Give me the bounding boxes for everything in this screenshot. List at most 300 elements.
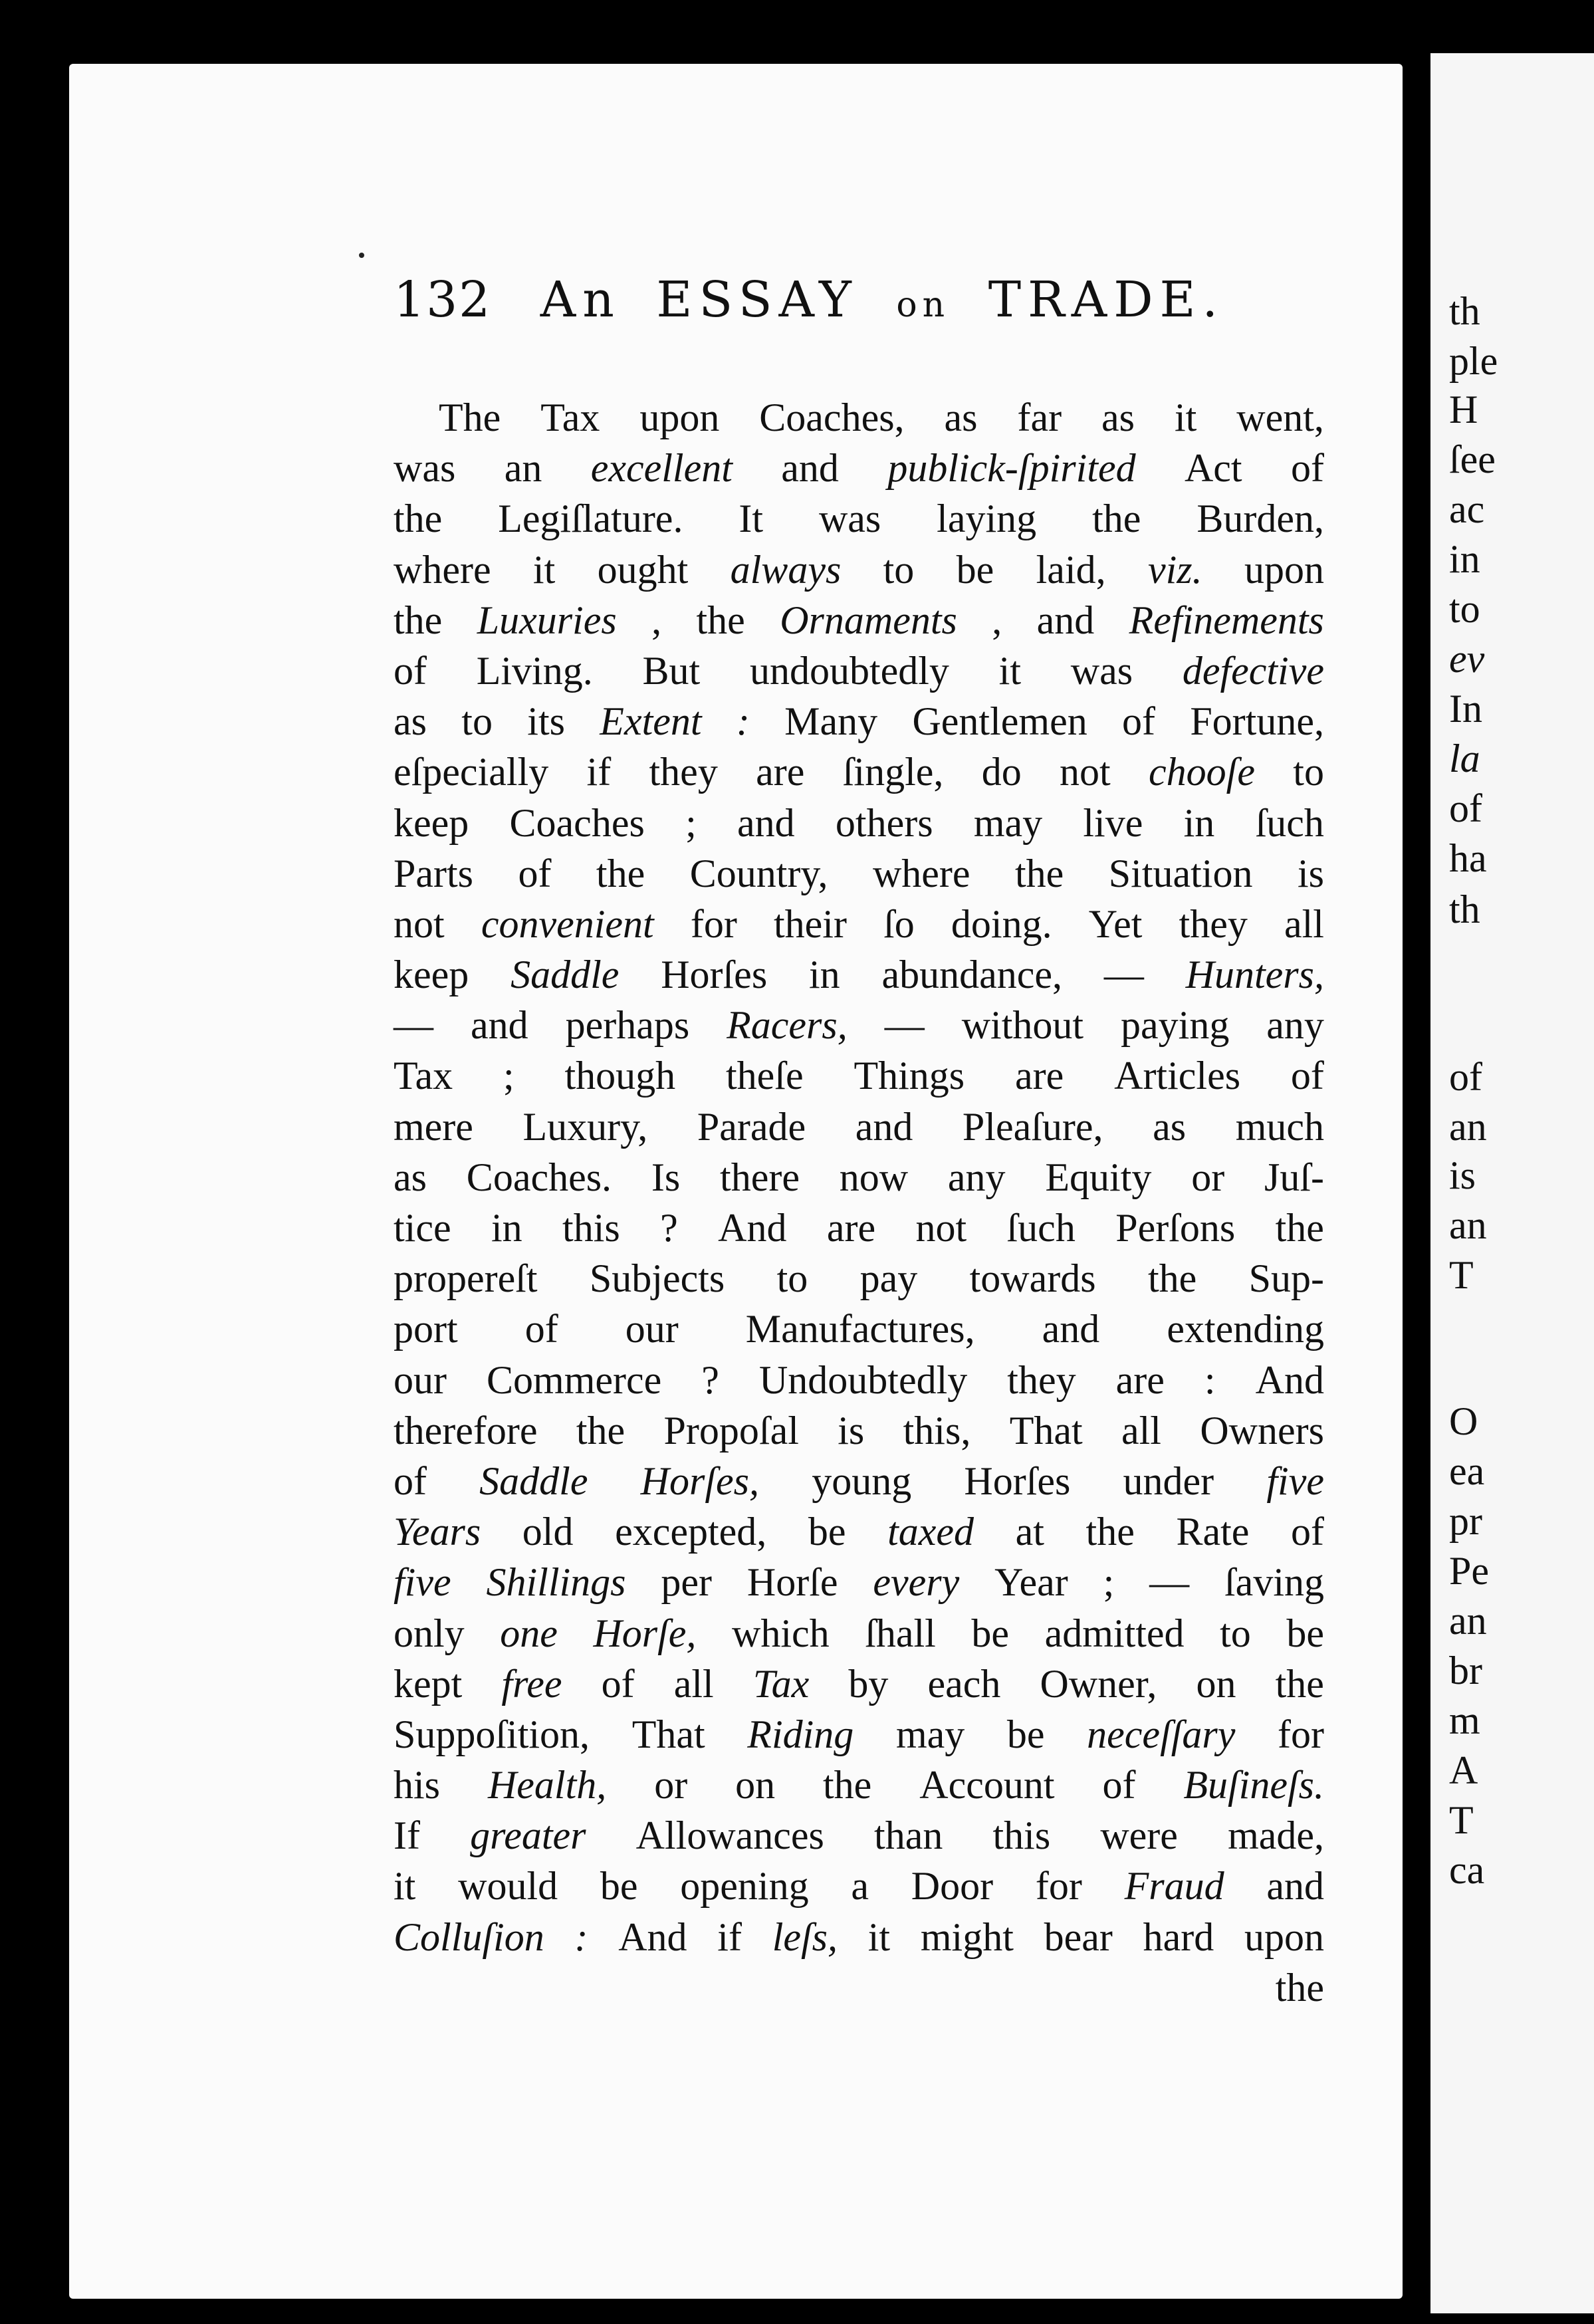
word: young: [812, 1458, 912, 1503]
word: Saddle: [479, 1458, 588, 1503]
header-word-an: An: [540, 271, 621, 328]
word: Hunters,: [1185, 953, 1324, 997]
word: be: [1286, 1611, 1324, 1655]
word: the: [1275, 1206, 1324, 1250]
word: laying: [937, 497, 1037, 541]
word: and: [781, 446, 839, 491]
word: Fraud: [1124, 1864, 1224, 1909]
word: neceſſary: [1087, 1712, 1236, 1756]
text-line: [394, 747, 1324, 797]
word: though: [564, 1054, 676, 1098]
word: Luxuries: [477, 598, 617, 642]
word: Sup-: [1248, 1256, 1324, 1301]
word: And: [618, 1915, 687, 1959]
word: and: [470, 1003, 528, 1048]
word: ſuch: [1006, 1206, 1076, 1250]
word: Years: [394, 1510, 481, 1554]
right-page-fragment: ca: [1449, 1848, 1485, 1892]
word: if: [717, 1915, 742, 1959]
word: And: [1255, 1357, 1324, 1402]
word: as: [1153, 1104, 1187, 1149]
word: the: [576, 1408, 626, 1452]
right-page-fragment: A: [1449, 1748, 1478, 1792]
right-page-fragment: O: [1449, 1399, 1478, 1443]
text-line: [394, 1253, 1324, 1304]
word: were: [1100, 1813, 1178, 1858]
word: Situation: [1108, 851, 1253, 895]
word: ,: [992, 598, 1002, 642]
text-line: [394, 1102, 1324, 1152]
word: which: [731, 1611, 830, 1655]
body-text: [394, 392, 1324, 2013]
word: convenient: [481, 901, 654, 946]
word: now: [839, 1155, 909, 1199]
right-page-fragment: ev: [1449, 637, 1485, 681]
word: kept: [394, 1661, 463, 1706]
word: it: [1174, 396, 1197, 439]
word: ?: [660, 1206, 678, 1250]
word: laid,: [1036, 547, 1106, 592]
word: perhaps: [565, 1003, 690, 1048]
word: their: [773, 901, 847, 946]
word: viz.: [1147, 547, 1202, 592]
word: Juſ-: [1264, 1155, 1324, 1199]
word: Horſes: [964, 1458, 1071, 1503]
right-page-fragment: to: [1449, 587, 1480, 631]
word: —: [1103, 953, 1144, 997]
word: may: [895, 1712, 965, 1756]
word: are: [826, 1206, 876, 1250]
word: live: [1083, 800, 1143, 845]
word: Coaches.: [466, 1155, 612, 1199]
word: Is: [651, 1155, 681, 1199]
word: Rate: [1176, 1510, 1250, 1554]
word: as: [944, 396, 978, 439]
word: mere: [394, 1104, 473, 1149]
word: But: [642, 648, 701, 693]
right-page-fragment: in: [1449, 537, 1480, 581]
text-line: [394, 1304, 1324, 1354]
word: Perſons: [1115, 1206, 1236, 1250]
word: Parts: [394, 851, 473, 895]
word: for: [1278, 1712, 1324, 1756]
word: ſingle,: [842, 750, 944, 794]
word: may: [973, 800, 1043, 845]
word: ſuch: [1255, 800, 1324, 845]
word: extending: [1167, 1307, 1324, 1351]
word: old: [522, 1510, 574, 1554]
text-line: [394, 1912, 1324, 1962]
word: five: [394, 1560, 451, 1605]
text-line: [394, 493, 1324, 544]
text-line: [394, 899, 1324, 949]
word: be: [808, 1510, 846, 1554]
text-line: [394, 1355, 1324, 1405]
word: —: [394, 1003, 433, 1048]
word: it: [394, 1864, 416, 1909]
word: bear: [1044, 1915, 1113, 1959]
word: Riding: [747, 1712, 854, 1756]
word: our: [394, 1357, 447, 1402]
word: it: [998, 648, 1022, 693]
word: publick-ſpirited: [887, 446, 1136, 491]
word: upon: [1244, 547, 1324, 592]
word: —: [884, 1003, 925, 1048]
word: not: [915, 1206, 967, 1250]
word: eſpecially: [394, 750, 549, 794]
word: at: [1015, 1510, 1044, 1554]
right-page-fragment: an: [1449, 1105, 1487, 1149]
text-line: [394, 1608, 1324, 1659]
word: they: [1179, 901, 1248, 946]
word: free: [501, 1661, 562, 1706]
word: Many: [784, 699, 878, 744]
word: by: [848, 1661, 889, 1706]
word: any: [1266, 1003, 1324, 1048]
word: :: [574, 1915, 588, 1959]
word: on: [1196, 1661, 1236, 1706]
word: Luxury,: [522, 1104, 648, 1149]
word: it: [867, 1915, 891, 1959]
word: one: [500, 1611, 558, 1655]
word: in: [491, 1206, 522, 1250]
word: Saddle: [511, 953, 620, 997]
word: Coaches: [509, 800, 645, 845]
text-line: [394, 1456, 1324, 1506]
word: ſhall: [865, 1611, 936, 1655]
word: Living.: [476, 648, 593, 693]
word: :: [736, 699, 750, 744]
word: —: [1149, 1560, 1190, 1605]
text-line: [394, 1203, 1324, 1253]
word: pay: [859, 1256, 918, 1301]
word: on: [735, 1763, 776, 1807]
text-line: [394, 1000, 1324, 1050]
text-line: [394, 1760, 1324, 1810]
right-page-fragment: Pe: [1449, 1549, 1489, 1593]
text-line: [394, 1557, 1324, 1607]
word: the: [1147, 1256, 1197, 1301]
right-page-fragment: pr: [1449, 1499, 1482, 1543]
word: doing.: [951, 901, 1052, 946]
word: Gentlemen: [912, 699, 1087, 744]
word: the: [1275, 1661, 1324, 1706]
word: was: [394, 446, 456, 491]
text-line: [394, 1152, 1324, 1203]
word: all: [1121, 1408, 1161, 1452]
word: ?: [701, 1357, 719, 1402]
word: went,: [1236, 396, 1324, 439]
word: be: [1006, 1712, 1045, 1756]
word: paying: [1121, 1003, 1230, 1048]
right-page-fragment: m: [1449, 1698, 1480, 1742]
right-page-fragment: H: [1449, 388, 1478, 431]
word: always: [730, 547, 842, 592]
word: taxed: [887, 1510, 974, 1554]
word: theſe: [726, 1054, 804, 1098]
word: any: [947, 1155, 1006, 1199]
word: Buſineſs.: [1183, 1763, 1324, 1807]
word: therefore: [394, 1408, 538, 1452]
word: of: [1291, 446, 1324, 491]
text-line: [394, 949, 1324, 1000]
word: Horſes,: [640, 1458, 760, 1503]
page-number: 132: [394, 271, 492, 328]
header-word-essay: ESSAY: [656, 271, 858, 328]
word: to: [461, 699, 493, 744]
word: Equity: [1045, 1155, 1152, 1199]
word: ;: [685, 800, 697, 845]
right-page-fragment: In: [1449, 687, 1482, 731]
word: Tax: [394, 1054, 453, 1098]
word: That: [1009, 1408, 1083, 1452]
header-word-trade: TRADE.: [988, 271, 1225, 328]
right-page-fragment: of: [1449, 1055, 1482, 1099]
word: Racers,: [727, 1003, 848, 1048]
word: without: [961, 1003, 1084, 1048]
word: Legiſlature.: [498, 497, 683, 541]
word: are: [1015, 1054, 1064, 1098]
word: Extent: [600, 699, 702, 744]
word: ſaving: [1224, 1560, 1324, 1605]
word: Yet: [1088, 901, 1143, 946]
word: excellent: [590, 446, 733, 491]
right-page-fragment: T: [1449, 1798, 1474, 1842]
word: of: [1290, 1054, 1324, 1098]
word: where: [872, 851, 970, 895]
word: :: [1204, 1357, 1216, 1402]
word: chooſe: [1149, 750, 1255, 794]
word: hard: [1143, 1915, 1214, 1959]
word: Subjects: [589, 1256, 725, 1301]
word: Country,: [689, 851, 828, 895]
word: or: [1191, 1155, 1225, 1199]
right-page-fragment: ſee: [1449, 437, 1496, 481]
word: of: [518, 851, 552, 895]
word: the: [823, 1763, 872, 1807]
word: ;: [503, 1054, 514, 1098]
word: ſo: [883, 901, 915, 946]
word: others: [835, 800, 933, 845]
word: its: [527, 699, 565, 744]
word: Allowances: [635, 1813, 824, 1858]
word: if: [586, 750, 612, 794]
speck: [359, 253, 364, 258]
word: for: [690, 901, 737, 946]
word: Fortune,: [1190, 699, 1324, 744]
word: do: [981, 750, 1022, 794]
word: each: [927, 1661, 1001, 1706]
word: five: [1266, 1458, 1324, 1503]
right-page-fragment: an: [1449, 1203, 1487, 1247]
word: and: [1036, 598, 1095, 642]
word: Tax: [540, 396, 600, 439]
word: be: [600, 1864, 638, 1909]
word: It: [739, 497, 764, 541]
word: defective: [1182, 648, 1324, 693]
word: Owners: [1200, 1408, 1324, 1452]
word: and: [1042, 1307, 1100, 1351]
word: Burden,: [1196, 497, 1324, 541]
word: of: [1102, 1763, 1136, 1807]
right-page-fragment: ha: [1449, 836, 1487, 880]
word: be: [956, 547, 994, 592]
catchword: [394, 1962, 1324, 2013]
word: a: [851, 1864, 869, 1909]
word: where: [394, 547, 491, 592]
catchword-text: the: [1275, 1965, 1324, 2010]
word: all: [1284, 901, 1324, 946]
word: Undoubtedly: [758, 1357, 968, 1402]
word: to: [883, 547, 915, 592]
word: The: [439, 396, 501, 439]
right-page-fragment: is: [1449, 1153, 1476, 1197]
word: Horſe: [746, 1560, 838, 1605]
word: Pleaſure,: [962, 1104, 1103, 1149]
text-line: [394, 848, 1324, 899]
right-page-fragment: T: [1449, 1253, 1474, 1297]
word: upon: [639, 396, 720, 439]
word: Horſes: [661, 953, 768, 997]
word: be: [971, 1611, 1010, 1655]
text-line: [394, 443, 1324, 493]
word: this: [562, 1206, 620, 1250]
word: excepted,: [615, 1510, 767, 1554]
word: tice: [394, 1206, 451, 1250]
word: Health,: [487, 1763, 607, 1807]
word: Articles: [1114, 1054, 1241, 1098]
word: this,: [903, 1408, 971, 1452]
word: our: [625, 1307, 679, 1351]
word: Owner,: [1040, 1661, 1157, 1706]
word: the: [394, 598, 443, 642]
word: they: [649, 750, 718, 794]
word: far: [1017, 396, 1062, 439]
word: Colluſion: [394, 1915, 544, 1959]
word: not: [394, 901, 445, 946]
word: Account: [919, 1763, 1055, 1807]
right-page-fragment: ea: [1449, 1449, 1485, 1493]
word: ;: [1103, 1560, 1115, 1605]
word: the: [1092, 497, 1141, 541]
word: Act: [1184, 446, 1242, 491]
word: the: [1015, 851, 1064, 895]
word: of: [601, 1661, 635, 1706]
word: this: [992, 1813, 1051, 1858]
word: the: [394, 497, 443, 541]
word: Propoſal: [663, 1408, 799, 1452]
word: would: [458, 1864, 558, 1909]
text-line: [394, 595, 1324, 645]
word: keep: [394, 953, 469, 997]
word: his: [394, 1763, 441, 1807]
word: Things: [854, 1054, 965, 1098]
word: in: [1183, 800, 1215, 845]
word: per: [661, 1560, 713, 1605]
word: towards: [969, 1256, 1096, 1301]
word: keep: [394, 800, 469, 845]
word: port: [394, 1307, 458, 1351]
right-page-fragment: br: [1449, 1649, 1482, 1692]
word: much: [1235, 1104, 1324, 1149]
word: in: [808, 953, 840, 997]
word: was: [1070, 648, 1133, 693]
word: they: [1007, 1357, 1076, 1402]
word: If: [394, 1813, 420, 1858]
right-page-fragment: la: [1449, 737, 1480, 780]
word: to: [1293, 750, 1324, 794]
right-page-fragment: ple: [1449, 339, 1498, 383]
word: of: [524, 1307, 558, 1351]
word: Manufactures,: [745, 1307, 975, 1351]
word: every: [873, 1560, 960, 1605]
word: upon: [1244, 1915, 1324, 1959]
word: the: [696, 598, 745, 642]
word: or: [654, 1763, 688, 1807]
text-line: [394, 392, 1324, 443]
word: abundance,: [881, 953, 1062, 997]
word: is: [1297, 851, 1324, 895]
word: Coaches,: [759, 396, 905, 439]
word: And: [718, 1206, 787, 1250]
word: and: [737, 800, 795, 845]
word: undoubtedly: [749, 648, 949, 693]
word: of: [394, 1458, 427, 1503]
text-line: [394, 1861, 1324, 1911]
header-word-on: on: [896, 285, 951, 325]
text-line: [394, 1050, 1324, 1101]
text-line: [394, 1659, 1324, 1709]
text-line: [394, 645, 1324, 696]
word: Refinements: [1129, 598, 1324, 642]
word: for: [1035, 1864, 1082, 1909]
word: only: [394, 1611, 465, 1655]
text-line: [394, 1709, 1324, 1760]
word: Door: [911, 1864, 994, 1909]
word: as: [394, 699, 427, 744]
right-page-fragment: ac: [1449, 487, 1485, 531]
word: Suppoſition,: [394, 1712, 590, 1756]
word: not: [1060, 750, 1111, 794]
word: was: [818, 497, 881, 541]
word: Horſe,: [593, 1611, 697, 1655]
running-header: [394, 271, 1337, 344]
word: Parade: [697, 1104, 806, 1149]
word: admitted: [1044, 1611, 1185, 1655]
text-line: [394, 1506, 1324, 1557]
word: all: [673, 1661, 714, 1706]
word: as: [1101, 396, 1135, 439]
text-line: [394, 696, 1324, 747]
word: there: [720, 1155, 800, 1199]
word: to: [776, 1256, 808, 1301]
word: Commerce: [487, 1357, 662, 1402]
text-line: [394, 544, 1324, 595]
word: to: [1220, 1611, 1251, 1655]
right-page-fragment: th: [1449, 887, 1480, 931]
right-page-fragment: th: [1449, 289, 1480, 333]
word: are: [756, 750, 805, 794]
word: Year: [994, 1560, 1068, 1605]
word: under: [1123, 1458, 1214, 1503]
word: the: [1085, 1510, 1135, 1554]
word: greater: [470, 1813, 586, 1858]
word: leſs,: [772, 1915, 838, 1959]
word: of: [1122, 699, 1155, 744]
text-line: [394, 798, 1324, 848]
word: Tax: [752, 1661, 810, 1706]
word: an: [504, 446, 542, 491]
